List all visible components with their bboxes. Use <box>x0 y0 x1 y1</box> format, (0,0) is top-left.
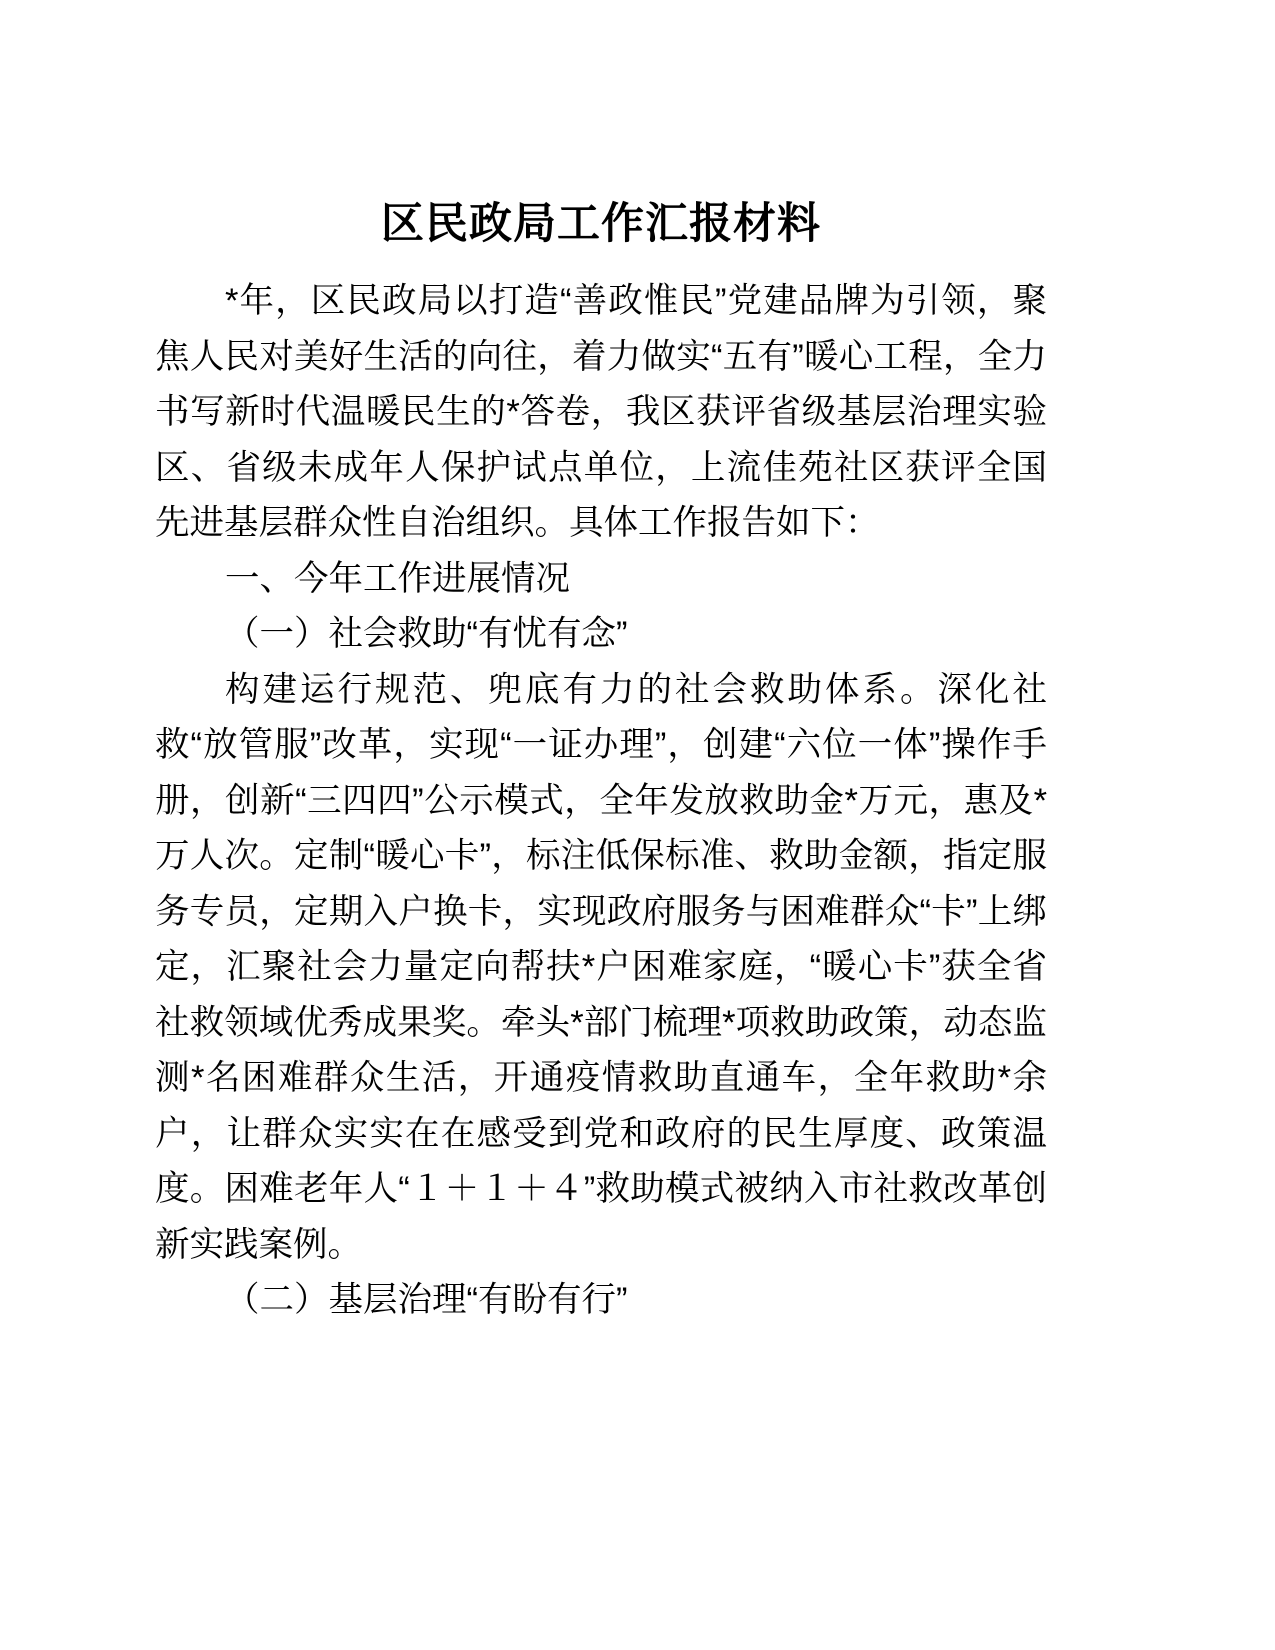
paragraph-intro: *年，区民政局以打造“善政惟民”党建品牌为引领，聚焦人民对美好生活的向往，着力做实“五有”暖心工程，全力书写新时代温暖民生的*答卷，我区获评省级基层治理实验区、省级未成年人保护试点单位，上流佳苑社区获评全国先进基层群众性自治组织。具体工作报告如下： <box>155 282 1047 542</box>
heading-subsection-one: （一）社会救助“有忧有念” <box>225 615 628 653</box>
heading-section-one: 一、今年工作进展情况 <box>225 559 570 598</box>
document-content <box>155 196 1047 1329</box>
heading-subsection-two: （二）基层治理“有盼有行” <box>225 1281 628 1319</box>
paragraph-social-assistance: 构建运行规范、兜底有力的社会救助体系。深化社救“放管服”改革，实现“一证办理”，创建“六位一体”操作手册，创新“三四四”公示模式，全年发放救助金*万元，惠及*万人次。定制“暖心卡”，标注低保标准、救助金额，指定服务专员，定期入户换卡，实现政府服务与困难群众“卡”上绑定，汇聚社会力量定向帮扶*户困难家庭，“暖心卡”获全省社救领域优秀成果奖。牵头*部门梳理*项救助政策，动态监测*名困难群众生活，开通疫情救助直通车，全年救助*余户，让群众实实在在感受到党和政府的民生厚度、政策温度。困难老年人“１＋１＋４”救助模式被纳入市社救改革创新实践案例。 <box>155 670 1047 1264</box>
page-title: 区民政局工作汇报材料 <box>381 200 821 248</box>
